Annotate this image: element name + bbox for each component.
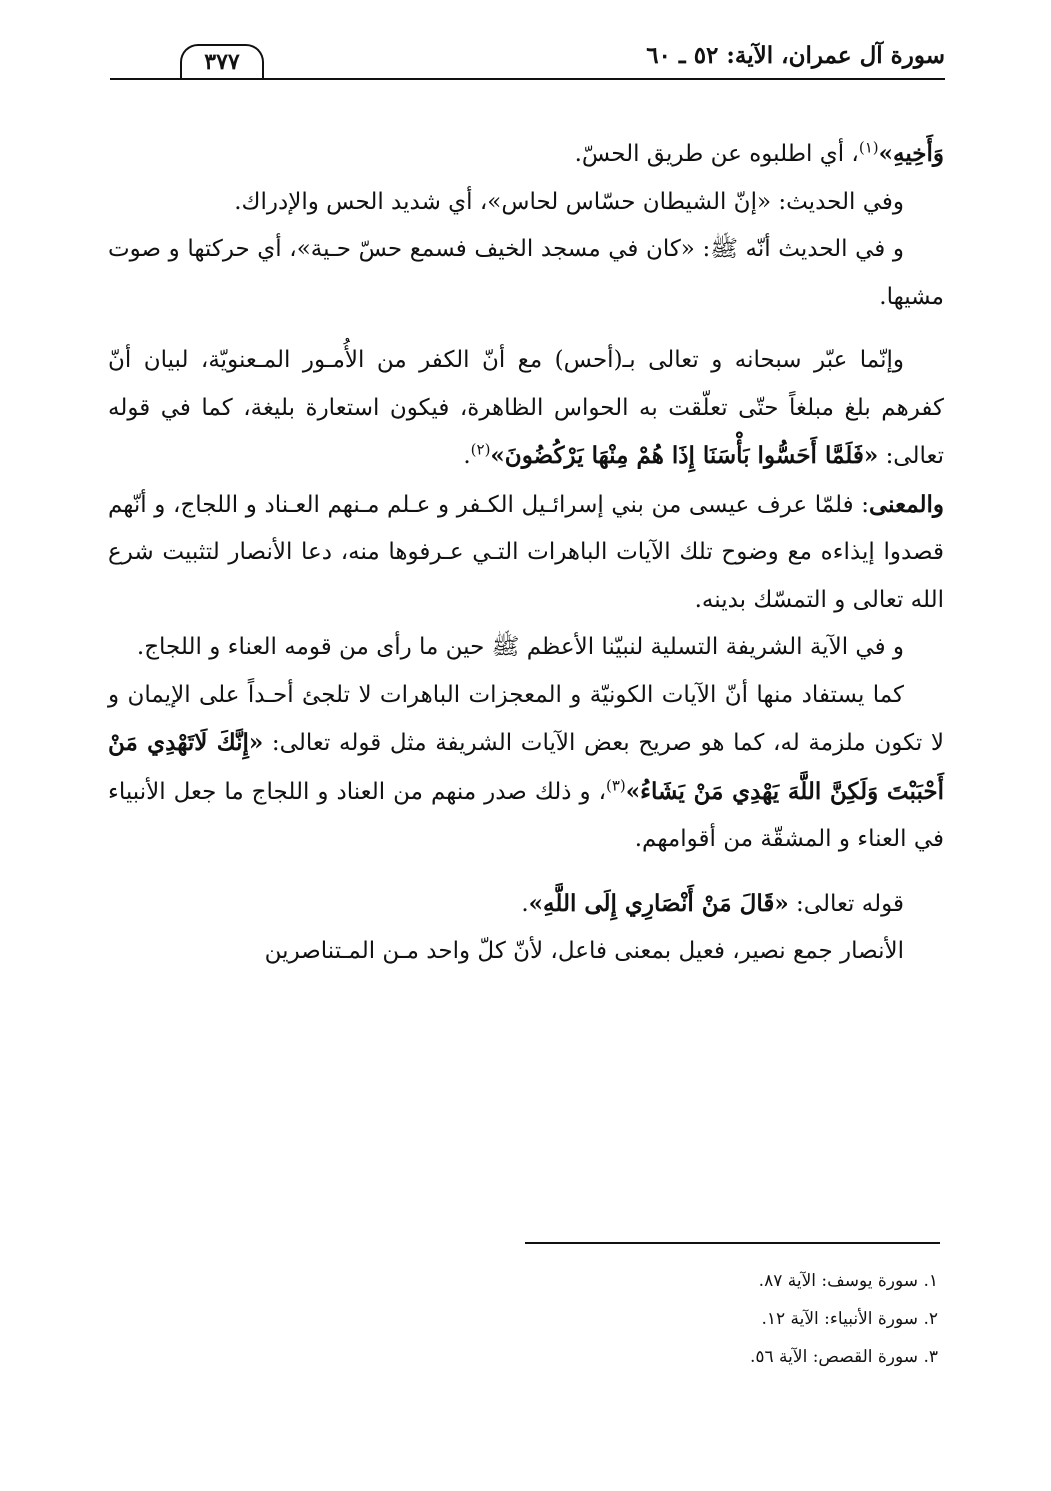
paragraph-3: و في الحديث أنّه ﷺ: «كان في مسجد الخيف فسمع حسّ حـية»، أي حركتها و صوت مشيها.	[108, 236, 944, 310]
quran-quote: «فَلَمَّا أَحَسُّوا بَأْسَنَا إِذَا هُمْ مِنْهَا يَرْكُضُونَ»	[490, 442, 879, 469]
footnote-ref-2: (٢)	[470, 440, 491, 459]
main-text	[108, 130, 944, 976]
footnotes	[108, 1262, 944, 1376]
quran-quote: «قَالَ مَنْ أَنْصَارِي إِلَى اللَّهِ»	[528, 889, 789, 917]
footnote-1: ١. سورة يوسف: الآية ٨٧.	[758, 1271, 938, 1291]
paragraph-4	[108, 337, 944, 481]
paragraph-end: ، و ذلك صدر منهم من العناد و اللجاج ما جعل الأنبياء في العناء و المشقّة من أقوامهم.	[108, 778, 944, 852]
page-number: ٣٧٧	[180, 44, 264, 78]
paragraph-2: وفي الحديث: «إنّ الشيطان حسّاس لحاس»، أي شديد الحس والإدراك.	[234, 188, 904, 215]
paragraph-end: .	[463, 443, 471, 469]
header-rule	[110, 78, 945, 80]
paragraph-1	[108, 130, 944, 179]
paragraph-6: و في الآية الشريفة التسلية لنبيّنا الأعظم ﷺ حين ما رأى من قومه العناء و اللجاج.	[136, 634, 904, 660]
footnote-2: ٢. سورة الأنبياء: الآية ١٢.	[761, 1309, 938, 1329]
meaning-label: والمعنى	[868, 490, 944, 518]
paragraph-text: قوله تعالى:	[796, 890, 904, 917]
footnote-ref-3: (٣)	[606, 775, 626, 794]
footnote-ref-1: (١)	[858, 138, 879, 157]
page-header	[110, 36, 945, 88]
paragraph-text: وإنّما عبّر سبحانه و تعالى بـ(أحس) مع أنّ الكفر من الأُمـور المـعنويّة، لبيان أنّ كفرهم بلغ مبلغاً حتّى تعلّقت به الحواس الظاهرة، فيكون استعارة بليغة، كما في قوله تعالى:	[108, 347, 944, 469]
quran-quote: وَأَخِيهِ»	[878, 140, 944, 167]
paragraph-text: ، أي اطلبوه عن طريق الحسّ.	[574, 141, 859, 167]
paragraph-7	[108, 672, 944, 864]
paragraph-5	[108, 481, 944, 625]
paragraph-9: الأنصار جمع نصير، فعيل بمعنى فاعل، لأنّ كلّ واحد مـن المـتناصرين	[264, 938, 904, 964]
footnote-3: ٣. سورة القصص: الآية ٥٦.	[749, 1347, 938, 1367]
footnote-rule	[525, 1242, 940, 1244]
paragraph-8	[108, 880, 944, 929]
running-title: سورة آل عمران، الآية: ٥٢ ـ ٦٠	[646, 42, 945, 69]
paragraph-text: : فلمّا عرف عيسى من بني إسرائـيل الكـفر و عـلم مـنهم العـناد و اللجاج، و أنّهم قصدوا إيذاءه مع وضوح تلك الآيات الباهرات التـي عـرفوها منه، دعا الأنصار لتثبيت شرع الله تعالى و التمسّك بدينه.	[108, 491, 944, 613]
paragraph-text: كما يستفاد منها أنّ الآيات الكونيّة و المعجزات الباهرات لا تلجئ أحـداً على الإيمان و لا تكون ملزمة له، كما هو صريح بعض الآيات الشريفة مثل قوله تعالى:	[108, 681, 944, 756]
paragraph-end: .	[521, 890, 529, 917]
quran-quote: «إِنَّكَ لَاتَهْدِي مَنْ أَحْبَبْتَ وَلَكِنَّ اللَّهَ يَهْدِي مَنْ يَشَاءُ»	[108, 729, 945, 805]
